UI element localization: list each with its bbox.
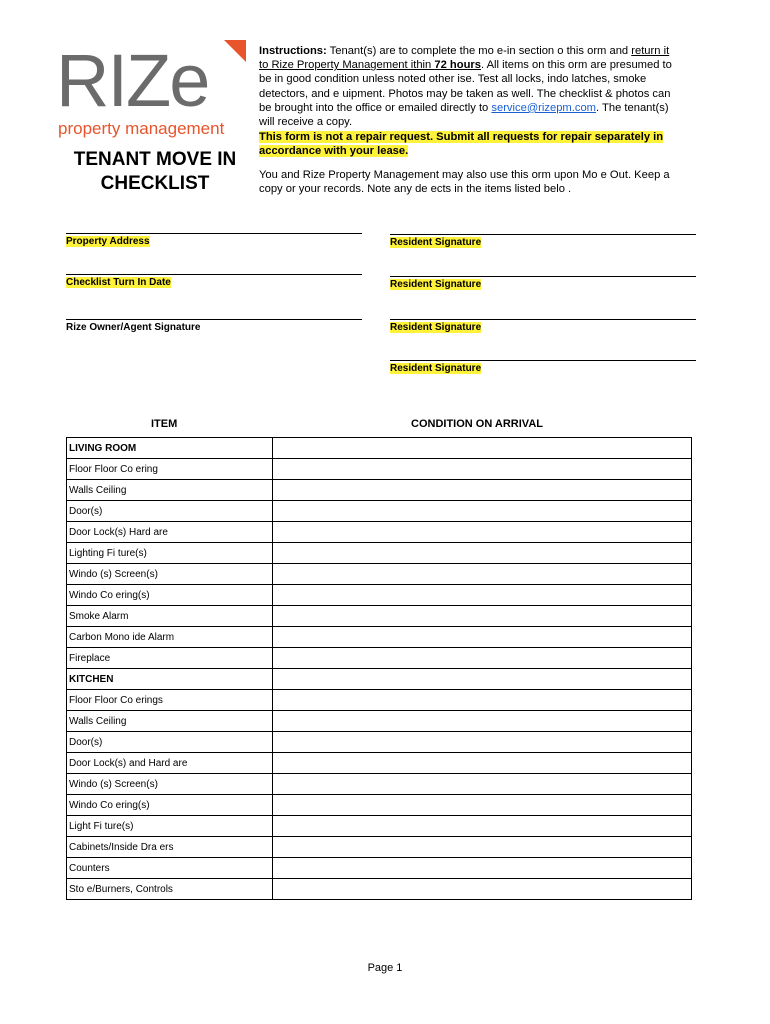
- checklist-table-body: [67, 438, 692, 900]
- move-out-note: You and Rize Property Management may also use this orm upon Mo e Out. Keep a copy or your records. Note any de ects in the items listed belo .: [259, 169, 670, 196]
- section-header-row: [67, 438, 692, 459]
- item-label: Smoke Alarm: [67, 606, 273, 627]
- condition-cell[interactable]: [273, 879, 692, 900]
- instructions-label: Instructions:: [259, 45, 327, 57]
- item-label: Windo Co ering(s): [67, 795, 273, 816]
- resident-signature-label-4: Resident Signature: [390, 363, 482, 374]
- condition-cell[interactable]: [273, 564, 692, 585]
- table-row: [67, 606, 692, 627]
- table-row: [67, 648, 692, 669]
- property-address-line: [66, 233, 362, 234]
- table-row: [67, 480, 692, 501]
- table-row: [67, 816, 692, 837]
- table-row: [67, 879, 692, 900]
- resident-signature-line-3: [390, 319, 696, 320]
- condition-cell[interactable]: [273, 837, 692, 858]
- property-address-label: Property Address: [66, 236, 150, 247]
- logo-accent-mark: [224, 40, 246, 62]
- item-label: Walls Ceiling: [67, 711, 273, 732]
- condition-cell[interactable]: [273, 711, 692, 732]
- table-row: [67, 837, 692, 858]
- resident-signature-line-2: [390, 276, 696, 277]
- logo-tagline: property management: [58, 119, 225, 138]
- page-number: Page 1: [367, 962, 403, 974]
- condition-cell[interactable]: [273, 501, 692, 522]
- condition-cell[interactable]: [273, 648, 692, 669]
- table-row: [67, 711, 692, 732]
- item-label: Windo (s) Screen(s): [67, 774, 273, 795]
- rize-logo: [56, 40, 246, 150]
- condition-cell[interactable]: [273, 795, 692, 816]
- owner-agent-signature-line: [66, 319, 362, 320]
- item-label: Floor Floor Co ering: [67, 459, 273, 480]
- table-row: [67, 774, 692, 795]
- item-label: Door(s): [67, 501, 273, 522]
- table-row: [67, 564, 692, 585]
- instructions-text-4: . The tenant(s) will receive a copy.: [259, 101, 669, 129]
- resident-signature-line-1: [390, 234, 696, 235]
- table-row: [67, 522, 692, 543]
- repair-request-note-text: This form is not a repair request. Submit all requests for repair separately in accordance with your lease.: [259, 131, 664, 158]
- item-label: Door Lock(s) and Hard are: [67, 753, 273, 774]
- item-label: Walls Ceiling: [67, 480, 273, 501]
- item-label: Windo Co ering(s): [67, 585, 273, 606]
- logo-wordmark: RIZe: [56, 40, 209, 122]
- instructions-text-3: . All items on this orm are presumed to be in good condition unless noted other ise. Test all locks, indo latches, smoke detectors, and e uipment. Photos may be taken as well. The checklist & photos can be brought into the office or emailed directly to: [259, 59, 672, 114]
- item-label: Door Lock(s) Hard are: [67, 522, 273, 543]
- checklist-table: [66, 437, 692, 900]
- instructions-deadline-text: return it to Rize Property Management ithin: [259, 45, 670, 72]
- condition-cell[interactable]: [273, 606, 692, 627]
- condition-cell: [273, 669, 692, 690]
- item-label: Light Fi ture(s): [67, 816, 273, 837]
- item-label: Fireplace: [67, 648, 273, 669]
- item-label: Windo (s) Screen(s): [67, 564, 273, 585]
- condition-cell[interactable]: [273, 522, 692, 543]
- table-row: [67, 858, 692, 879]
- condition-cell: [273, 438, 692, 459]
- table-row: [67, 690, 692, 711]
- item-label: Carbon Mono ide Alarm: [67, 627, 273, 648]
- item-label: Cabinets/Inside Dra ers: [67, 837, 273, 858]
- condition-cell[interactable]: [273, 732, 692, 753]
- item-label: Sto e/Burners, Controls: [67, 879, 273, 900]
- section-label: KITCHEN: [67, 669, 273, 690]
- service-email-link[interactable]: service@rizepm.com: [491, 101, 596, 114]
- condition-cell[interactable]: [273, 858, 692, 879]
- resident-signature-line-4: [390, 360, 696, 361]
- checklist-date-label: Checklist Turn In Date: [66, 277, 171, 288]
- table-row: [67, 459, 692, 480]
- owner-agent-signature-label: Rize Owner/Agent Signature: [66, 322, 201, 333]
- condition-cell[interactable]: [273, 459, 692, 480]
- rize-logo-graphic: [56, 40, 246, 150]
- instructions-text-1: Tenant(s) are to complete the mo e-in section o this orm and: [326, 45, 632, 57]
- condition-cell[interactable]: [273, 627, 692, 648]
- item-label: Lighting Fi ture(s): [67, 543, 273, 564]
- condition-cell[interactable]: [273, 690, 692, 711]
- instructions-paragraph: [259, 44, 679, 129]
- item-column-header: ITEM: [151, 418, 178, 430]
- form-title-line2: CHECKLIST: [100, 173, 210, 194]
- item-label: Door(s): [67, 732, 273, 753]
- table-row: [67, 753, 692, 774]
- instructions-deadline-hours: 72 hours: [434, 59, 481, 72]
- condition-cell[interactable]: [273, 774, 692, 795]
- section-header-row: [67, 669, 692, 690]
- table-row: [67, 501, 692, 522]
- repair-request-note: [259, 130, 664, 158]
- condition-cell[interactable]: [273, 816, 692, 837]
- table-row: [67, 585, 692, 606]
- table-row: [67, 627, 692, 648]
- table-row: [67, 543, 692, 564]
- resident-signature-label-2: Resident Signature: [390, 279, 482, 290]
- form-title: [48, 148, 262, 196]
- table-row: [67, 795, 692, 816]
- form-title-line1: TENANT MOVE IN: [73, 149, 237, 170]
- item-label: Floor Floor Co erings: [67, 690, 273, 711]
- section-label: LIVING ROOM: [67, 438, 273, 459]
- checklist-date-line: [66, 274, 362, 275]
- item-label: Counters: [67, 858, 273, 879]
- table-row: [67, 732, 692, 753]
- condition-cell[interactable]: [273, 753, 692, 774]
- resident-signature-label-3: Resident Signature: [390, 322, 482, 333]
- condition-cell[interactable]: [273, 480, 692, 501]
- condition-cell[interactable]: [273, 585, 692, 606]
- condition-column-header: CONDITION ON ARRIVAL: [411, 418, 543, 430]
- resident-signature-label-1: Resident Signature: [390, 237, 482, 248]
- condition-cell[interactable]: [273, 543, 692, 564]
